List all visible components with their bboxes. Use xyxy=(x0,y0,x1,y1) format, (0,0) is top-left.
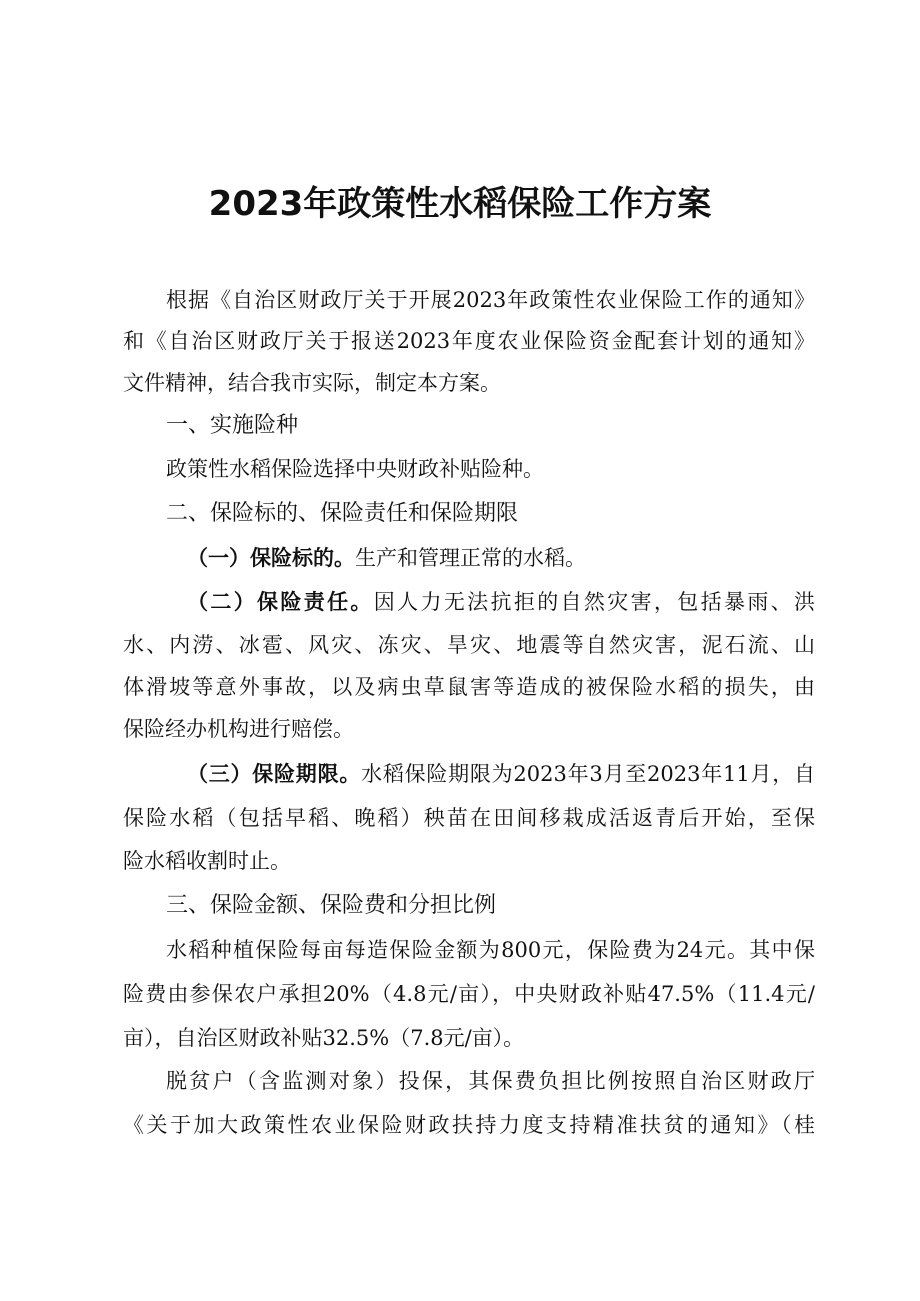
section-3-para-1-line-2: 险费由参保农户承担20%（4.8元/亩），中央财政补贴47.5%（11.4元/ xyxy=(123,982,815,1006)
section-2-item-2-line-2: 水、内涝、冰雹、风灾、冻灾、旱灾、地震等自然灾害，泥石流、山 xyxy=(123,633,815,657)
section-2-item-1 xyxy=(187,538,815,578)
item-3-text-1: 水稻保险期限为2023年3月至2023年11月，自 xyxy=(361,762,816,786)
document-title: 2023年政策性水稻保险工作方案 xyxy=(208,184,712,224)
section-1-text: 政策性水稻保险选择中央财政补贴险种。 xyxy=(166,457,544,481)
section-2-item-2-line-3: 体滑坡等意外事故，以及病虫草鼠害等造成的被保险水稻的损失，由 xyxy=(123,675,815,699)
section-2-item-2-line-1 xyxy=(187,582,815,622)
section-1-heading: 一、实施险种 xyxy=(166,413,299,438)
item-1-text: 生产和管理正常的水稻。 xyxy=(355,546,586,570)
intro-line-2: 和《自治区财政厅关于报送2023年度农业保险资金配套计划的通知》 xyxy=(123,329,815,353)
section-2-item-2-line-4: 保险经办机构进行赔偿。 xyxy=(123,717,354,741)
section-2-item-3-line-1 xyxy=(187,754,815,794)
intro-line-3: 文件精神，结合我市实际，制定本方案。 xyxy=(123,371,501,395)
intro-line-1: 根据《自治区财政厅关于开展2023年政策性农业保险工作的通知》 xyxy=(166,288,815,312)
section-2-heading: 二、保险标的、保险责任和保险期限 xyxy=(166,501,519,526)
section-2-item-3-line-3: 险水稻收割时止。 xyxy=(123,849,291,873)
item-2-text-1: 因人力无法抗拒的自然灾害，包括暴雨、洪 xyxy=(373,590,816,614)
item-3-lead: （三）保险期限。 xyxy=(187,761,362,786)
section-3-para-1-line-1: 水稻种植保险每亩每造保险金额为800元，保险费为24元。其中保 xyxy=(166,938,815,962)
item-1-lead: （一）保险标的。 xyxy=(187,545,355,570)
section-3-para-2-line-2: 《关于加大政策性农业保险财政扶持力度支持精准扶贫的通知》（桂 xyxy=(123,1113,815,1137)
section-3-para-2-line-1: 脱贫户（含监测对象）投保，其保费负担比例按照自治区财政厅 xyxy=(166,1069,815,1093)
section-3-para-1-line-3: 亩），自治区财政补贴32.5%（7.8元/亩）。 xyxy=(123,1026,525,1050)
section-2-item-3-line-2: 保险水稻（包括早稻、晚稻）秧苗在田间移栽成活返青后开始，至保 xyxy=(123,806,815,830)
item-2-lead: （二）保险责任。 xyxy=(187,589,374,614)
section-3-heading: 三、保险金额、保险费和分担比例 xyxy=(166,893,497,918)
